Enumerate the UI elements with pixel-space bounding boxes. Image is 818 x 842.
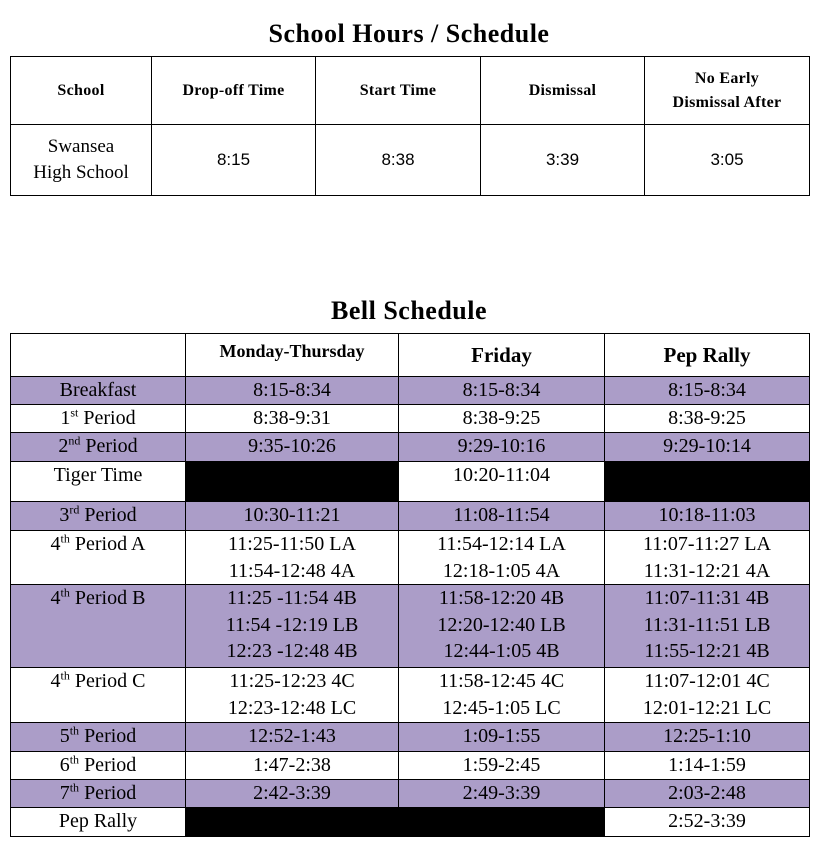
time-range: 10:20-11:04 (452, 464, 551, 486)
period-ordinal-suffix: th (69, 723, 80, 738)
period-ordinal-suffix: th (69, 752, 80, 767)
no-early-dismissal-cell: 3:05 (645, 125, 810, 196)
time-range: 8:38-9:25 (668, 407, 746, 429)
period-ordinal-suffix: th (60, 531, 70, 546)
school-hours-table (10, 56, 810, 196)
bell-row (11, 531, 810, 585)
time-range: 2:52-3:39 (668, 810, 746, 832)
hours-header-row (11, 57, 810, 125)
friday-time-cell (399, 462, 605, 502)
bell-row (11, 462, 810, 502)
time-range: 11:31-12:21 4A (643, 559, 771, 582)
period-label: 3 (59, 504, 70, 526)
period-label-cell (11, 585, 186, 668)
bell-row (11, 502, 810, 531)
time-range: 11:07-11:31 4B (644, 587, 770, 609)
bell-row (11, 377, 810, 405)
bell-schedule-table (10, 333, 810, 837)
bell-row (11, 752, 810, 780)
time-range: 11:58-12:45 4C (438, 670, 565, 692)
pep-rally-blocked-cell (605, 462, 810, 502)
school-hours-title: School Hours / Schedule (268, 19, 550, 48)
period-label: 6 (59, 754, 70, 776)
hours-data-row (11, 125, 810, 196)
monday-thursday-blocked-cell (186, 462, 399, 502)
pep-rally-time-cell (605, 752, 810, 780)
pep-rally-time-cell (605, 433, 810, 462)
period-label-rest: Period (79, 504, 137, 526)
period-label-rest: Period (79, 754, 137, 776)
period-label-cell (11, 433, 186, 462)
time-range: 12:23-12:48 LC (227, 696, 357, 719)
time-range: 2:42-3:39 (253, 782, 331, 804)
time-range: 2:03-2:48 (668, 782, 746, 804)
pep-rally-time-cell (605, 780, 810, 808)
period-ordinal-suffix: th (69, 780, 80, 795)
time-range: 11:54 -12:19 LB (225, 613, 359, 636)
time-range: 11:54-12:48 4A (228, 559, 356, 582)
period-ordinal-suffix: th (60, 585, 70, 600)
time-range: 9:35-10:26 (248, 435, 336, 457)
friday-time-cell (399, 502, 605, 531)
friday-time-cell (399, 780, 605, 808)
time-range: 11:58-12:20 4B (438, 587, 565, 609)
friday-time-cell (399, 377, 605, 405)
friday-time-cell (399, 585, 605, 668)
time-range: 1:14-1:59 (668, 754, 746, 776)
time-range: 1:09-1:55 (462, 725, 541, 747)
pep-rally-time-cell (605, 502, 810, 531)
period-label-cell (11, 462, 186, 502)
time-range: 1:59-2:45 (462, 754, 541, 776)
period-label-cell (11, 668, 186, 723)
header-period-blank (11, 334, 186, 377)
header-start-time: Start Time (316, 57, 481, 125)
friday-time-cell (399, 531, 605, 585)
school-name-line2: High School (33, 162, 129, 183)
header-pep-rally: Pep Rally (605, 334, 810, 377)
time-range: 9:29-10:16 (457, 435, 546, 457)
period-label-rest: Period (79, 782, 137, 804)
bell-row (11, 668, 810, 723)
header-dropoff-time: Drop-off Time (152, 57, 316, 125)
monday-thursday-time-cell (186, 405, 399, 433)
period-ordinal-suffix: rd (69, 502, 80, 517)
bell-row (11, 808, 810, 837)
period-label-rest: Period (80, 435, 138, 457)
time-range: 9:29-10:14 (663, 435, 751, 457)
time-range: 11:07-11:27 LA (643, 533, 771, 555)
monday-thursday-time-cell (186, 377, 399, 405)
period-ordinal-suffix: st (70, 405, 79, 420)
friday-time-cell (399, 752, 605, 780)
period-label-cell (11, 723, 186, 752)
header-no-early-line1: No Early (694, 69, 760, 87)
school-name-line1: Swansea (47, 136, 115, 157)
header-dismissal: Dismissal (481, 57, 645, 125)
time-range: 12:18-1:05 4A (442, 559, 561, 582)
dropoff-time-cell: 8:15 (152, 125, 316, 196)
period-ordinal-suffix: nd (68, 433, 81, 448)
time-range: 11:08-11:54 (453, 504, 550, 526)
bell-row (11, 585, 810, 668)
monday-thursday-time-cell (186, 668, 399, 723)
period-label-cell (11, 531, 186, 585)
bell-row (11, 405, 810, 433)
time-range: 8:38-9:25 (462, 407, 541, 429)
period-label: 5 (59, 725, 70, 747)
time-range: 12:45-1:05 LC (442, 696, 561, 719)
pep-rally-time-cell (605, 585, 810, 668)
monday-thursday-time-cell (186, 502, 399, 531)
time-range: 2:49-3:39 (462, 782, 541, 804)
bell-header-row (11, 334, 810, 377)
period-label-cell (11, 502, 186, 531)
header-no-early-dismissal (645, 57, 810, 125)
period-ordinal-suffix: th (60, 668, 70, 683)
monday-thursday-time-cell (186, 585, 399, 668)
friday-time-cell (399, 723, 605, 752)
time-range: 11:54-12:14 LA (437, 533, 566, 555)
start-time-cell: 8:38 (316, 125, 481, 196)
bell-schedule-title: Bell Schedule (330, 296, 487, 325)
time-range: 11:55-12:21 4B (644, 640, 770, 662)
header-friday: Friday (399, 334, 605, 377)
time-range: 8:15-8:34 (462, 379, 541, 401)
period-label: 7 (59, 782, 70, 804)
period-label-cell (11, 377, 186, 405)
friday-time-cell (399, 405, 605, 433)
pep-rally-time-cell (605, 377, 810, 405)
period-label-cell (11, 780, 186, 808)
time-range: 12:23 -12:48 4B (226, 640, 358, 662)
period-label: 1 (60, 407, 71, 429)
time-range: 8:15-8:34 (253, 379, 331, 401)
period-label: 4 (50, 587, 61, 609)
period-label: Tiger Time (53, 464, 143, 486)
time-range: 12:25-1:10 (663, 725, 751, 747)
time-range: 8:38-9:31 (253, 407, 331, 429)
monday-thursday-time-cell (186, 723, 399, 752)
pep-rally-time-cell (605, 808, 810, 837)
period-label-cell (11, 405, 186, 433)
time-range: 12:01-12:21 LC (642, 696, 772, 719)
friday-time-cell (399, 433, 605, 462)
bell-row (11, 433, 810, 462)
period-label: 2 (58, 435, 69, 457)
time-range: 11:25-11:50 LA (228, 533, 356, 555)
time-range: 8:15-8:34 (668, 379, 746, 401)
period-label-rest: Period C (69, 670, 146, 692)
monday-thursday-time-cell (186, 752, 399, 780)
period-label: Breakfast (59, 379, 137, 401)
period-label: 4 (50, 670, 61, 692)
time-range: 12:52-1:43 (248, 725, 336, 747)
time-range: 1:47-2:38 (253, 754, 331, 776)
period-label-rest: Period A (69, 533, 146, 555)
time-range: 10:30-11:21 (243, 504, 341, 526)
time-range: 11:31-11:51 LB (643, 613, 771, 636)
period-label-cell (11, 752, 186, 780)
bell-row (11, 780, 810, 808)
header-school: School (11, 57, 152, 125)
time-range: 11:25-12:23 4C (229, 670, 355, 692)
time-range: 12:44-1:05 4B (443, 640, 560, 662)
period-label-rest: Period (79, 725, 137, 747)
time-range: 11:07-12:01 4C (644, 670, 770, 692)
header-monday-thursday: Monday-Thursday (186, 334, 399, 377)
period-label-rest: Period B (69, 587, 146, 609)
monday-thursday-blocked-cell (186, 808, 399, 837)
pep-rally-time-cell (605, 723, 810, 752)
time-range: 11:25 -11:54 4B (227, 587, 357, 609)
friday-blocked-cell (399, 808, 605, 837)
period-label-cell (11, 808, 186, 837)
pep-rally-time-cell (605, 405, 810, 433)
dismissal-cell: 3:39 (481, 125, 645, 196)
friday-time-cell (399, 668, 605, 723)
school-name-cell (11, 125, 152, 196)
pep-rally-time-cell (605, 668, 810, 723)
period-label-rest: Period (78, 407, 136, 429)
header-no-early-line2: Dismissal After (672, 93, 782, 111)
period-label: 4 (50, 533, 61, 555)
time-range: 10:18-11:03 (658, 504, 756, 526)
monday-thursday-time-cell (186, 531, 399, 585)
time-range: 12:20-12:40 LB (437, 613, 566, 636)
period-label: Pep Rally (58, 810, 138, 832)
monday-thursday-time-cell (186, 780, 399, 808)
pep-rally-time-cell (605, 531, 810, 585)
monday-thursday-time-cell (186, 433, 399, 462)
bell-row (11, 723, 810, 752)
